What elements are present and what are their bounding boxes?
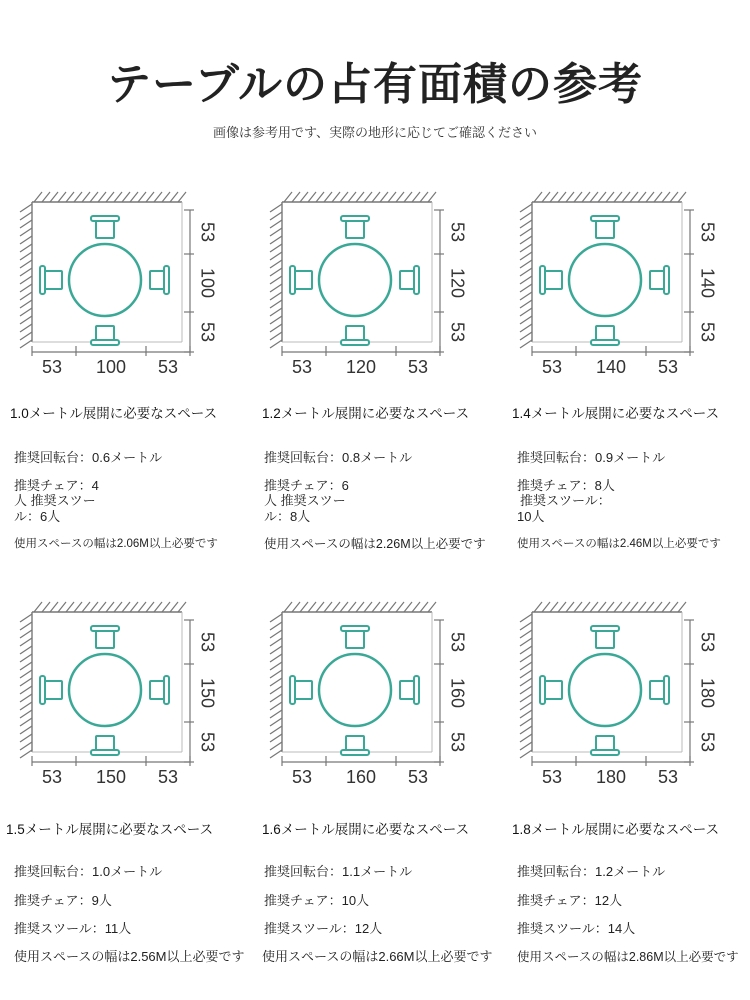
floor-plan-diagram xyxy=(500,180,750,380)
chairs-text: 推奨チェア：9人 xyxy=(14,893,112,908)
dim-label-right: 53 xyxy=(157,356,179,377)
chair-icon xyxy=(91,326,119,345)
usage-text: 使用スペースの幅は2.06M以上必要です xyxy=(14,538,218,550)
page-title: テーブルの占有面積の参考 xyxy=(106,60,644,109)
stools-text: ル：6人 xyxy=(14,509,61,524)
dim-label-right: 53 xyxy=(657,766,679,787)
dim-label-table: 150 xyxy=(197,677,218,709)
dim-label-table: 140 xyxy=(697,267,718,299)
dim-label-table: 120 xyxy=(345,356,377,377)
round-table xyxy=(569,654,641,726)
dim-label-left: 53 xyxy=(541,356,563,377)
chair-icon xyxy=(341,216,369,238)
round-table xyxy=(319,244,391,316)
floor-plan-diagram xyxy=(0,180,250,380)
table-card-5 xyxy=(250,590,500,1000)
chair-icon xyxy=(400,676,419,704)
dim-label-table: 160 xyxy=(345,766,377,787)
turntable-text: 推奨回転台：0.8メートル xyxy=(264,450,413,465)
chair-icon xyxy=(40,266,62,294)
dim-label-table: 180 xyxy=(697,677,718,709)
usage-text: 使用スペースの幅は2.86M以上必要です xyxy=(517,950,739,964)
table-card-3 xyxy=(500,180,750,590)
chair-icon xyxy=(650,676,669,704)
chairs-text-cont: 人 推奨スツー xyxy=(14,493,96,508)
chair-icon xyxy=(540,266,562,294)
usage-text: 使用スペースの幅は2.26M以上必要です xyxy=(264,537,486,551)
space-heading: 1.4メートル展開に必要なスペース xyxy=(512,406,720,421)
chair-icon xyxy=(341,626,369,648)
chair-icon xyxy=(290,266,312,294)
dim-label-right: 53 xyxy=(157,766,179,787)
stools-text: 10人 xyxy=(517,509,545,524)
dim-label-table: 120 xyxy=(447,267,468,299)
turntable-text: 推奨回転台：1.2メートル xyxy=(517,864,666,879)
chair-icon xyxy=(591,626,619,648)
floor-plan-diagram xyxy=(500,590,750,790)
chair-icon xyxy=(591,736,619,755)
space-heading: 1.6メートル展開に必要なスペース xyxy=(262,822,470,837)
stools-text: 推奨スツール：11人 xyxy=(14,921,132,936)
floor-plan-diagram xyxy=(250,590,500,790)
dim-label-top: 53 xyxy=(697,221,718,243)
stools-text: 推奨スツール：12人 xyxy=(264,921,383,936)
chairs-text: 推奨チェア：6 xyxy=(264,478,349,493)
dim-label-bottom: 53 xyxy=(197,321,218,343)
dim-label-left: 53 xyxy=(541,766,563,787)
chair-icon xyxy=(591,216,619,238)
table-card-6 xyxy=(500,590,750,1000)
dim-label-table: 100 xyxy=(95,356,127,377)
dim-label-bottom: 53 xyxy=(197,731,218,753)
turntable-text: 推奨回転台：0.9メートル xyxy=(517,450,666,465)
floor-plan-diagram xyxy=(250,180,500,380)
chairs-text: 推奨チェア：12人 xyxy=(517,893,623,908)
table-card-2 xyxy=(250,180,500,590)
page-subtitle: 画像は参考用です、実際の地形に応じてご確認ください xyxy=(213,125,537,140)
turntable-text: 推奨回転台：0.6メートル xyxy=(14,450,163,465)
dim-label-left: 53 xyxy=(291,766,313,787)
chairs-text: 推奨チェア：4 xyxy=(14,478,99,493)
turntable-text: 推奨回転台：1.0メートル xyxy=(14,864,163,879)
chair-icon xyxy=(650,266,669,294)
round-table xyxy=(69,244,141,316)
floor-plan-diagram xyxy=(0,590,250,790)
dim-label-top: 53 xyxy=(447,631,468,653)
chair-icon xyxy=(91,626,119,648)
usage-text: 使用スペースの幅は2.56M以上必要です xyxy=(14,949,245,964)
turntable-text: 推奨回転台：1.1メートル xyxy=(264,864,413,879)
dim-label-table: 140 xyxy=(595,356,627,377)
space-heading: 1.2メートル展開に必要なスペース xyxy=(262,406,470,421)
chair-icon xyxy=(290,676,312,704)
round-table xyxy=(319,654,391,726)
round-table xyxy=(69,654,141,726)
table-card-4 xyxy=(0,590,250,1000)
dim-label-bottom: 53 xyxy=(447,321,468,343)
chair-icon xyxy=(540,676,562,704)
stools-text: ル：8人 xyxy=(264,509,311,524)
dim-label-left: 53 xyxy=(291,356,313,377)
dim-label-table: 100 xyxy=(197,267,218,299)
dim-label-bottom: 53 xyxy=(697,731,718,753)
dim-label-table: 160 xyxy=(447,677,468,709)
stools-text: 推奨スツール：14人 xyxy=(517,921,636,936)
round-table xyxy=(569,244,641,316)
dim-label-bottom: 53 xyxy=(447,731,468,753)
dim-label-top: 53 xyxy=(197,631,218,653)
chair-icon xyxy=(91,216,119,238)
dim-label-left: 53 xyxy=(41,766,63,787)
dim-label-right: 53 xyxy=(657,356,679,377)
chair-icon xyxy=(150,676,169,704)
chair-icon xyxy=(341,326,369,345)
space-heading: 1.0メートル展開に必要なスペース xyxy=(10,406,218,421)
dim-label-top: 53 xyxy=(697,631,718,653)
dim-label-right: 53 xyxy=(407,356,429,377)
chair-icon xyxy=(591,326,619,345)
chair-icon xyxy=(341,736,369,755)
table-card-1 xyxy=(0,180,250,590)
dim-label-table: 150 xyxy=(95,766,127,787)
chair-icon xyxy=(91,736,119,755)
chair-icon xyxy=(400,266,419,294)
chairs-text: 推奨チェア：10人 xyxy=(264,893,370,908)
usage-text: 使用スペースの幅は2.66M以上必要です xyxy=(262,949,493,964)
dim-label-left: 53 xyxy=(41,356,63,377)
usage-text: 使用スペースの幅は2.46M以上必要です xyxy=(517,538,721,550)
chairs-text-cont: 人 推奨スツー xyxy=(264,493,346,508)
space-heading: 1.5メートル展開に必要なスペース xyxy=(6,822,214,837)
chairs-text: 推奨チェア：8人 xyxy=(517,478,615,493)
dim-label-top: 53 xyxy=(447,221,468,243)
space-heading: 1.8メートル展開に必要なスペース xyxy=(512,822,720,837)
chair-icon xyxy=(150,266,169,294)
dim-label-top: 53 xyxy=(197,221,218,243)
dim-label-right: 53 xyxy=(407,766,429,787)
dim-label-table: 180 xyxy=(595,766,627,787)
chairs-text-cont: 推奨スツール： xyxy=(520,493,611,508)
dim-label-bottom: 53 xyxy=(697,321,718,343)
chair-icon xyxy=(40,676,62,704)
